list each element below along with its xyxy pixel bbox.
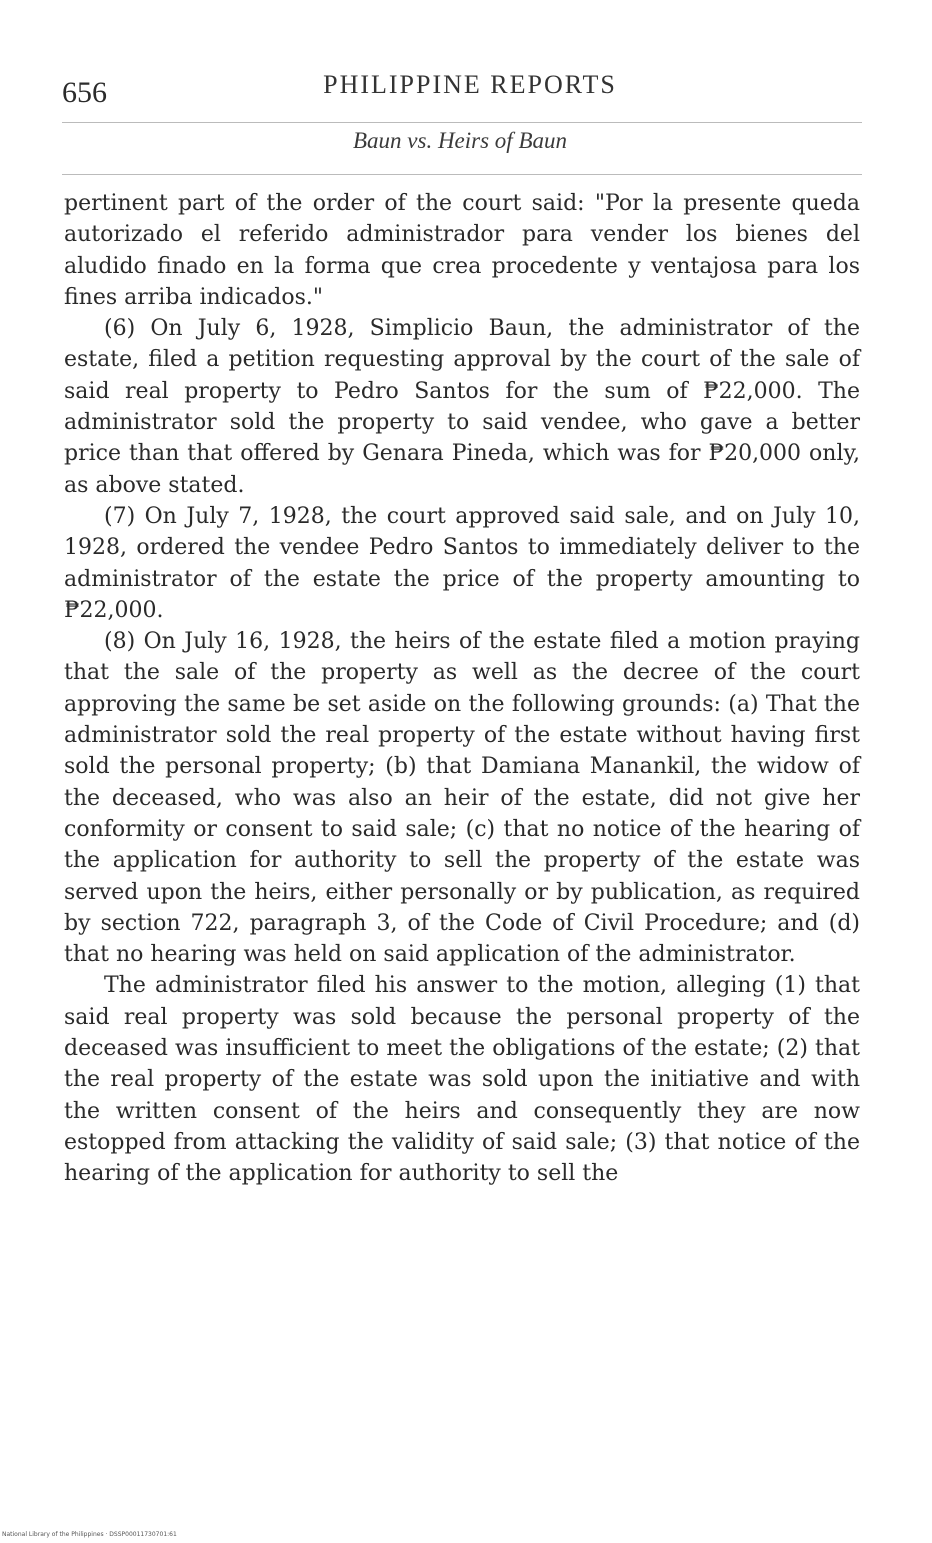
paragraph-6: (6) On July 6, 1928, Simplicio Baun, the administrator of the estate, filed a petition requesting approval by the court of the sale of said real property to Pedro Santos for the sum of ₱22,000. The administrator sold the property to said vendee, who gave a better price than that offered by Genara Pineda, which was for ₱20,000 only, as above stated. <box>64 316 860 498</box>
case-title: Baun vs. Heirs of Baun <box>352 128 567 153</box>
body-text <box>64 188 860 1190</box>
header-rule-top <box>62 122 862 123</box>
paragraph-7: (7) On July 7, 1928, the court approved said sale, and on July 10, 1928, ordered the vendee Pedro Santos to immediately deliver to the administrator of the estate the price of the property amounting to ₱22,000. <box>64 503 860 623</box>
footer-credit: National Library of the Philippines · DSSP00011730701:61 <box>2 1531 177 1538</box>
paragraph-answer: The administrator filed his answer to the motion, alleging (1) that said real property was sold because the personal property of the deceased was insufficient to meet the obligations of the estate; (2) that the real property of the estate was sold upon the initiative and with the written consent of the heirs and consequently they are now estopped from attacking the validity of said sale; (3) that notice of the hearing of the application for authority to sell the <box>64 973 860 1187</box>
paragraph-continuation: pertinent part of the order of the court said: "Por la presente queda autorizado el referido administrador para vender los bienes del aludido finado en la forma que crea procedente y ventajosa para los fines arriba indicados." <box>64 191 860 310</box>
header-rule-bottom <box>62 174 862 175</box>
paragraph-8: (8) On July 16, 1928, the heirs of the estate filed a motion praying that the sale of the property as well as the decree of the court approving the same be set aside on the following grounds: (a) That the administrator sold the real property of the estate without having first sold the personal property; (b) that Damiana Manankil, the widow of the deceased, who was also an heir of the estate, did not give her conformity or consent to said sale; (c) that no notice of the hearing of the application for authority to sell the property of the estate was served upon the heirs, either personally or by publication, as required by section 722, paragraph 3, of the Code of Civil Procedure; and (d) that no hearing was held on said application of the administrator. <box>64 629 860 968</box>
page-number: 656 <box>62 76 107 109</box>
running-head: PHILIPPINE REPORTS <box>323 70 617 99</box>
